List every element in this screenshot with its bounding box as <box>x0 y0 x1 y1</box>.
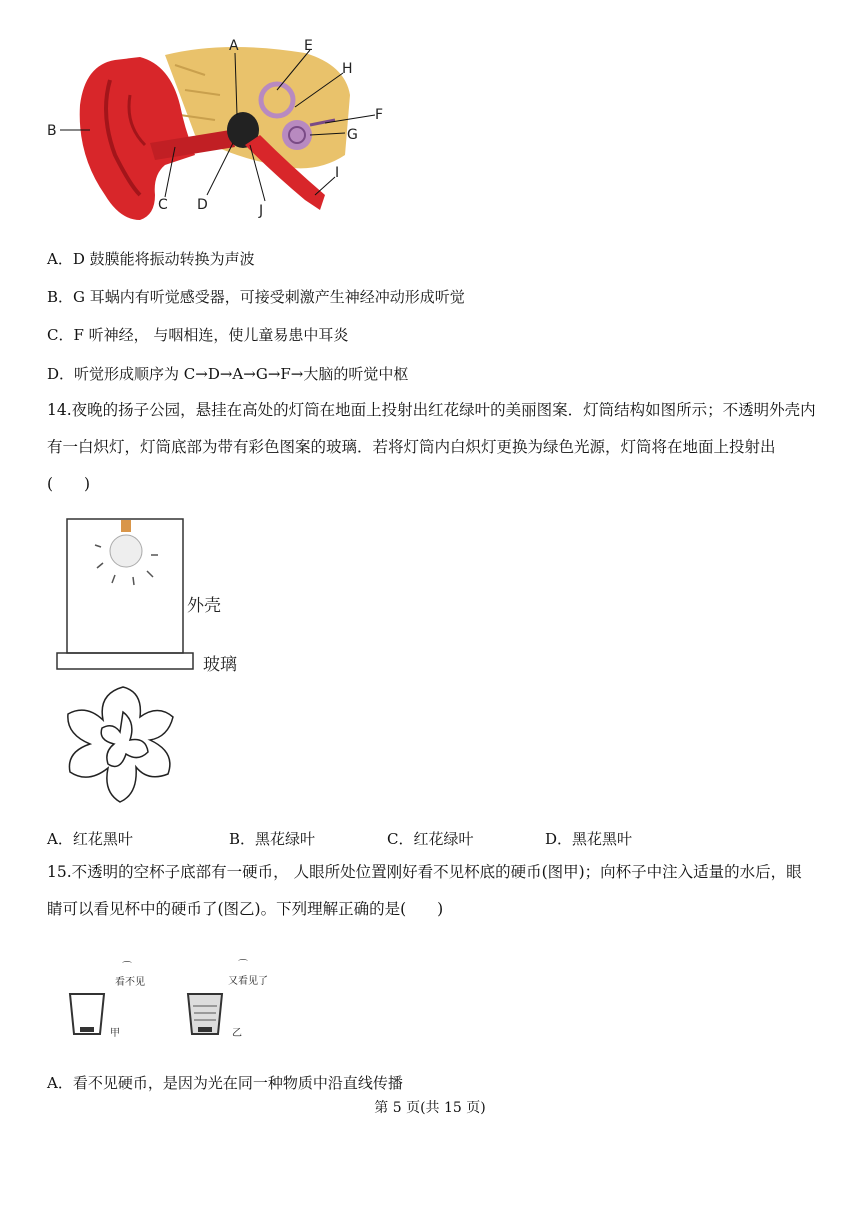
q14-stem: 14.夜晚的扬子公园，悬挂在高处的灯筒在地面上投射出红花绿叶的美丽图案．灯筒结构如图所示；不透明外壳内有一白炽灯，灯筒底部为带有彩色图案的玻璃．若将灯筒内白炽灯更换为绿色光源，灯筒将在地面上投射出( ) <box>47 401 816 493</box>
cup-coin-figure <box>60 950 290 1050</box>
lamp-figure <box>55 515 255 675</box>
cochlea <box>282 120 312 150</box>
q14-option-a[interactable]: A．红花黑叶 <box>47 830 133 848</box>
q14-option-d[interactable]: D．黑花黑叶 <box>545 830 633 848</box>
label-e: E <box>304 38 313 54</box>
label-shell: 外壳 <box>187 596 221 616</box>
label-a: A <box>229 38 239 54</box>
q13-option-a[interactable]: A．D 鼓膜能将振动转换为声波 <box>47 250 255 268</box>
eye-icon-jia: ⌒ <box>122 962 132 973</box>
q13-option-c[interactable]: C．F 听神经， 与咽相连，使儿童易患中耳炎 <box>47 326 349 344</box>
q13-option-b[interactable]: B．G 耳蜗内有听觉感受器，可接受刺激产生神经冲动形成听觉 <box>47 288 465 306</box>
flower-pattern-figure <box>58 682 188 810</box>
label-g: G <box>347 127 358 143</box>
label-b: B <box>47 123 57 139</box>
label-d: D <box>197 197 208 213</box>
q14-option-b[interactable]: B．黑花绿叶 <box>229 830 316 848</box>
q13-option-d[interactable]: D．听觉形成顺序为 C→D→A→G→F→大脑的听觉中枢 <box>47 365 409 383</box>
label-c: C <box>158 197 168 213</box>
label-i: I <box>335 165 340 181</box>
q14-options <box>47 828 767 850</box>
label-cannot-see: 看不见 <box>115 977 145 988</box>
label-f: F <box>375 107 384 123</box>
label-h: H <box>342 61 353 77</box>
bulb-icon <box>110 535 142 567</box>
eye-icon-yi: ⌒ <box>238 960 248 971</box>
label-can-see-again: 又看见了 <box>228 976 268 987</box>
label-jia: 甲 <box>110 1028 120 1039</box>
q14-option-c[interactable]: C．红花绿叶 <box>387 830 474 848</box>
q15-option-a[interactable]: A．看不见硬币，是因为光在同一种物质中沿直线传播 <box>47 1074 403 1092</box>
ear-anatomy-figure <box>45 35 390 230</box>
lamp-glass <box>57 653 193 669</box>
label-j: J <box>259 203 264 219</box>
q15-stem: 15.不透明的空杯子底部有一硬币， 人眼所处位置刚好看不见杯底的硬币(图甲)；向杯子中注入适量的水后，眼睛可以看见杯中的硬币了(图乙)。下列理解正确的是( ) <box>47 863 802 918</box>
label-glass: 玻璃 <box>203 655 237 675</box>
page-footer: 第 5 页(共 15 页) <box>374 1100 486 1116</box>
label-yi: 乙 <box>232 1028 242 1039</box>
